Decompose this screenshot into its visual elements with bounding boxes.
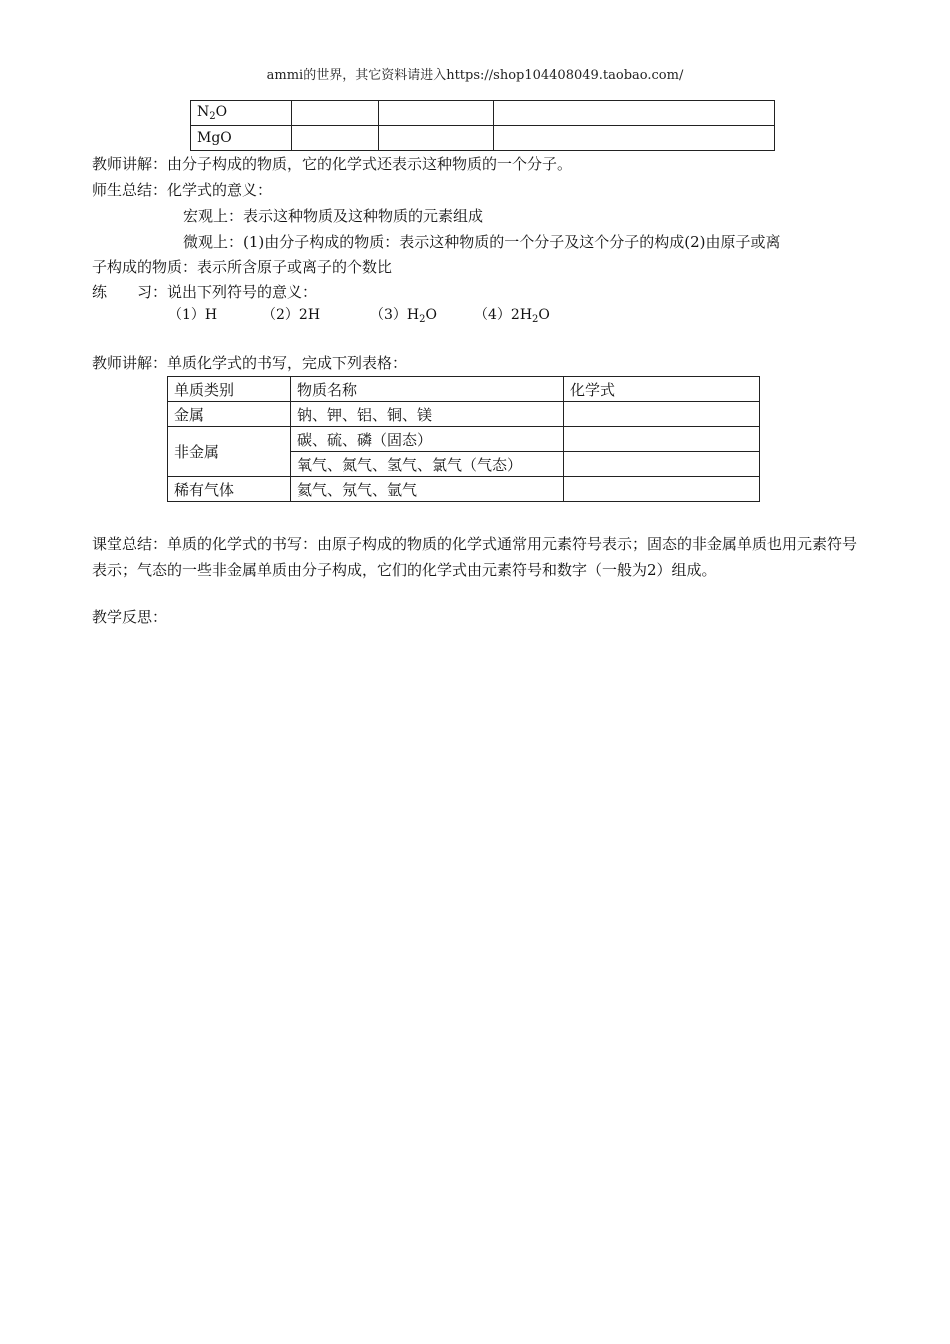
table-row	[168, 402, 760, 427]
answer-cell[interactable]	[564, 477, 760, 502]
micro-meaning-line2: 子构成的物质：表示所含原子或离子的个数比	[92, 258, 393, 276]
names-cell: 碳、硫、磷（固态）	[291, 427, 564, 452]
answer-cell[interactable]	[564, 402, 760, 427]
header-names: 物质名称	[291, 377, 564, 402]
answer-cell[interactable]	[379, 101, 494, 126]
formula-cell: $N_2O$	[191, 101, 292, 126]
exercise-1: （1）H	[168, 307, 218, 323]
exercise-2: （2）2H	[262, 307, 321, 323]
formula-cell: MgO	[191, 126, 292, 151]
table-row	[168, 477, 760, 502]
practice-label: 练 习：说出下列符号的意义：	[92, 283, 318, 301]
table-header-row	[168, 377, 760, 402]
page-header: ammi的世界，其它资料请进入https://shop104408049.taobao.com/	[266, 68, 684, 83]
answer-cell[interactable]	[292, 126, 379, 151]
teacher-explanation-1: 教师讲解：由分子构成的物质，它的化学式还表示这种物质的一个分子。	[92, 155, 573, 173]
table-row	[168, 427, 760, 452]
header-category: 单质类别	[168, 377, 291, 402]
table-row	[191, 126, 775, 151]
answer-cell[interactable]	[379, 126, 494, 151]
class-summary: 课堂总结：单质的化学式的书写：由原子构成的物质的化学式通常用元素符号表示；固态的非金属单质也用元素符号表示；气态的一些非金属单质由分子构成，它们的化学式由元素符号和数字（一般为2）组成。	[92, 535, 858, 579]
micro-meaning-line1: 微观上：(1)由分子构成的物质：表示这种物质的一个分子及这个分子的构成(2)由原子或离	[183, 233, 781, 251]
answer-cell[interactable]	[564, 452, 760, 477]
teaching-reflection: 教学反思：	[92, 608, 168, 626]
names-cell: 氧气、氮气、氢气、氯气（气态）	[291, 452, 564, 477]
answer-cell[interactable]	[564, 427, 760, 452]
header-formula: 化学式	[564, 377, 760, 402]
summary-title: 师生总结：化学式的意义：	[92, 181, 273, 199]
table-row	[191, 101, 775, 126]
category-cell: 非金属	[168, 427, 291, 477]
category-cell: 金属	[168, 402, 291, 427]
names-cell: 氦气、氖气、氩气	[291, 477, 564, 502]
answer-cell[interactable]	[494, 101, 775, 126]
answer-cell[interactable]	[494, 126, 775, 151]
teacher-explanation-2: 教师讲解：单质化学式的书写，完成下列表格：	[92, 354, 408, 372]
macro-meaning: 宏观上：表示这种物质及这种物质的元素组成	[183, 207, 484, 225]
category-cell: 稀有气体	[168, 477, 291, 502]
exercise-4: $(4)2H_2O$	[474, 307, 550, 325]
formula-table	[190, 100, 775, 151]
element-table	[167, 376, 760, 502]
answer-cell[interactable]	[292, 101, 379, 126]
exercise-3: $(3)H_2O$	[370, 307, 437, 325]
names-cell: 钠、钾、铝、铜、镁	[291, 402, 564, 427]
